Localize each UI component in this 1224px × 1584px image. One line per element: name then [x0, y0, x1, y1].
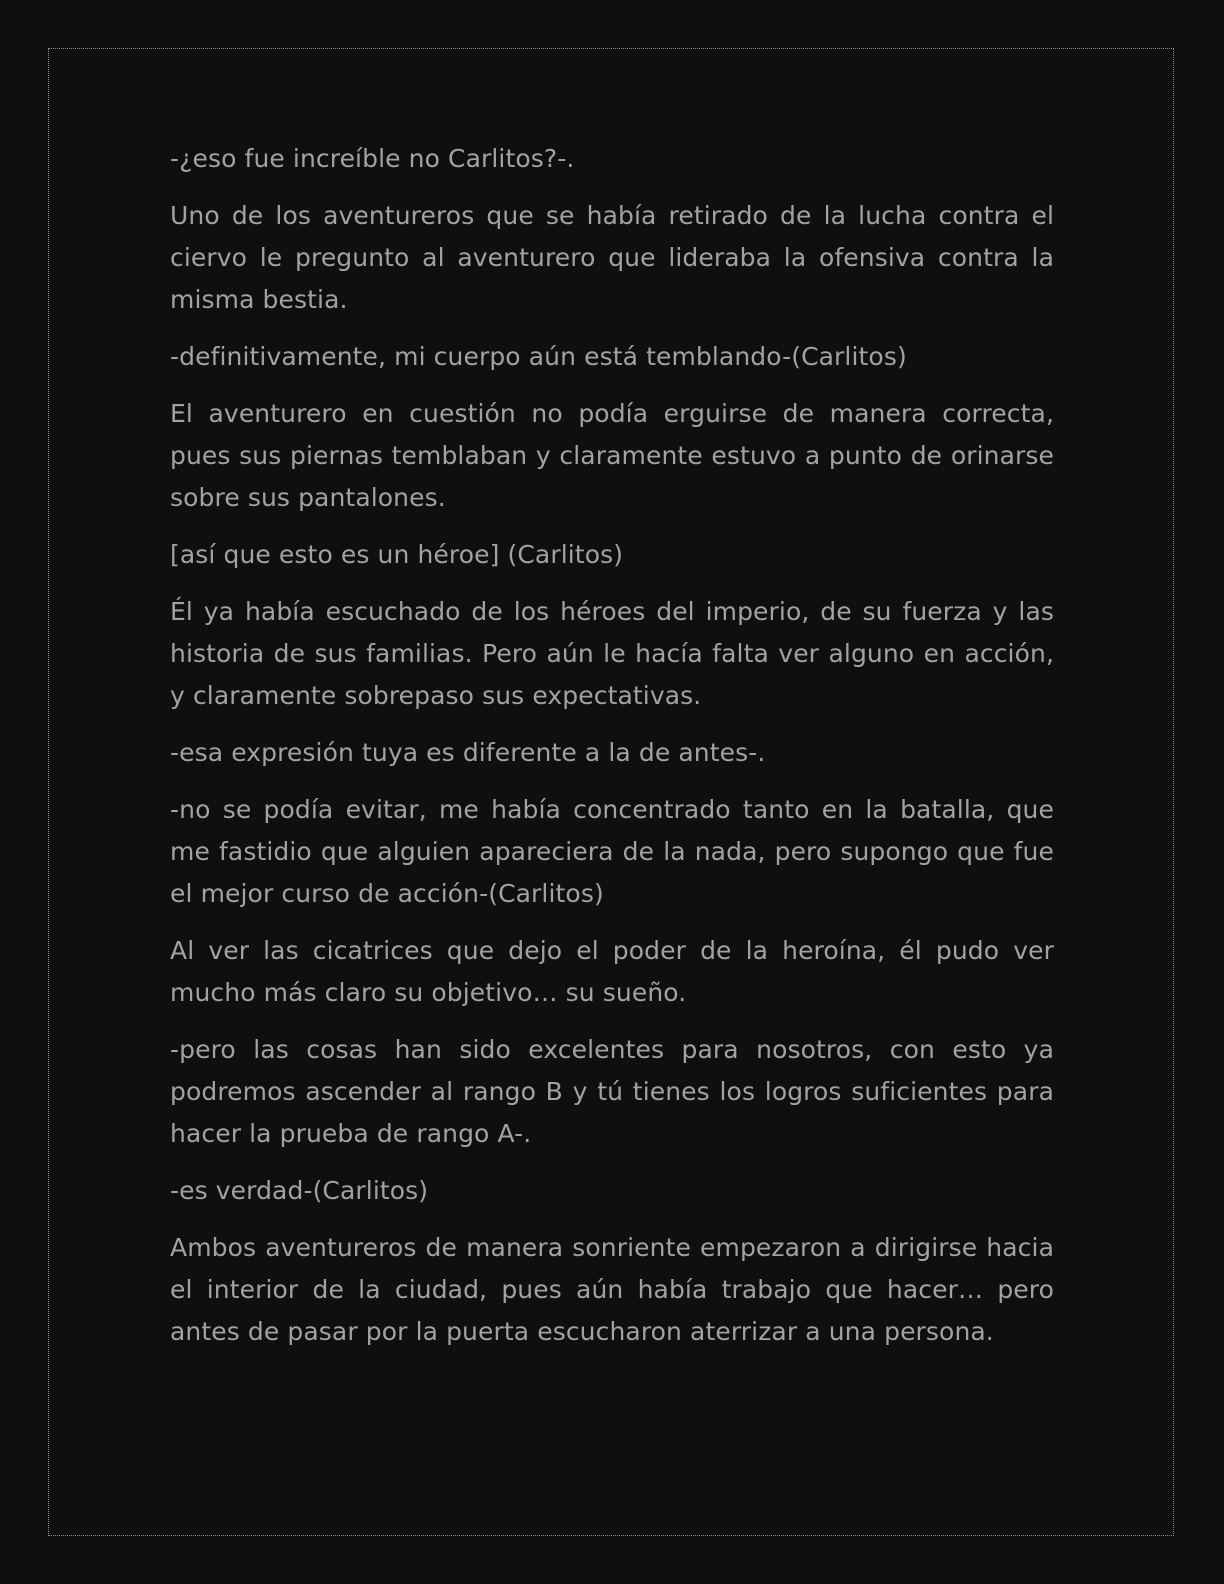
paragraph: -no se podía evitar, me había concentrado tanto en la batalla, que me fastidio que alguien apareciera de la nada, pero supongo que fue el mejor curso de acción-(Carlitos)	[170, 795, 1054, 908]
paragraph: Uno de los aventureros que se había retirado de la lucha contra el ciervo le pregunto al aventurero que lideraba la ofensiva contra la misma bestia.	[170, 201, 1054, 314]
paragraph: El aventurero en cuestión no podía erguirse de manera correcta, pues sus piernas temblaban y claramente estuvo a punto de orinarse sobre sus pantalones.	[170, 399, 1054, 512]
paragraph: Al ver las cicatrices que dejo el poder de la heroína, él pudo ver mucho más claro su objetivo… su sueño.	[170, 936, 1054, 1007]
paragraph: Él ya había escuchado de los héroes del imperio, de su fuerza y las historia de sus familias. Pero aún le hacía falta ver alguno en acción, y claramente sobrepaso sus expectativas.	[170, 597, 1054, 710]
paragraph: [así que esto es un héroe] (Carlitos)	[170, 540, 624, 569]
paragraph: -pero las cosas han sido excelentes para nosotros, con esto ya podremos ascender al rango B y tú tienes los logros suficientes para hacer la prueba de rango A-.	[170, 1035, 1054, 1148]
paragraph: -esa expresión tuya es diferente a la de antes-.	[170, 738, 766, 767]
paragraph: -definitivamente, mi cuerpo aún está temblando-(Carlitos)	[170, 342, 907, 371]
paragraph: -es verdad-(Carlitos)	[170, 1176, 429, 1205]
paragraph: -¿eso fue increíble no Carlitos?-.	[170, 144, 575, 173]
document-body	[170, 138, 1054, 1368]
paragraph: Ambos aventureros de manera sonriente empezaron a dirigirse hacia el interior de la ciudad, pues aún había trabajo que hacer… pero antes de pasar por la puerta escucharon aterrizar a una persona.	[170, 1233, 1054, 1346]
